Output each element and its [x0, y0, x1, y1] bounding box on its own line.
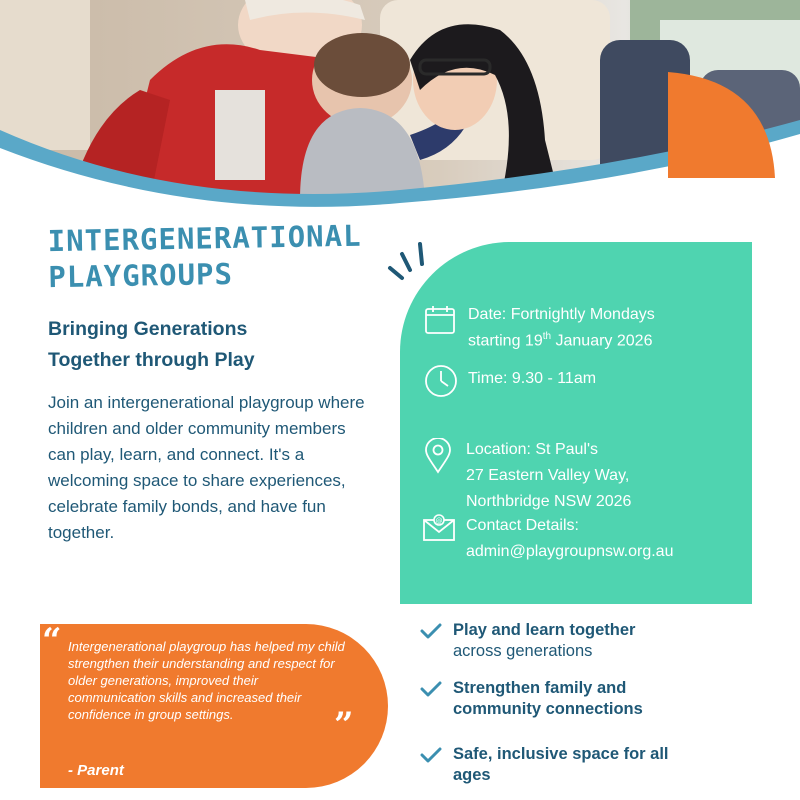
date-start-suffix-sup: th [542, 331, 552, 342]
location-line-2: 27 Eastern Valley Way, [466, 467, 630, 484]
event-info-card [400, 242, 752, 604]
benefit-text [453, 744, 693, 786]
quote-close-icon: ” [334, 705, 354, 745]
calendar-icon [424, 304, 456, 336]
check-icon [420, 747, 442, 763]
intro-paragraph: Join an intergenerational playgroup where children and older community members can play, learn, and connect. It's a welcoming space to share experiences, celebrate family bonds, and have fun together. [48, 393, 365, 542]
benefit-text [453, 620, 733, 662]
subtitle-line-1: Bringing Generations [48, 318, 248, 340]
date-start-month: January 2026 [551, 332, 653, 350]
subtitle [48, 314, 368, 376]
date-line-1: Date: Fortnightly Mondays [468, 306, 655, 323]
check-icon [420, 623, 442, 639]
page-title [47, 217, 408, 295]
check-icon [420, 681, 442, 697]
benefit-title: Safe, inclusive space for all ages [453, 745, 669, 784]
date-line-2 [468, 326, 655, 352]
testimonial-text: Intergenerational playgroup has helped my child strengthen their understanding and respect for older generations, improved their communication skills and increased their confidence in group settings. [68, 639, 345, 722]
date-text [468, 304, 655, 352]
subtitle-line-2: Together through Play [48, 349, 255, 371]
contact-text [466, 513, 673, 565]
date-start-prefix: starting 19 [468, 332, 543, 350]
hero-photo [0, 0, 800, 210]
contact-label: Contact Details: [466, 517, 579, 534]
testimonial-card [40, 621, 388, 788]
location-pin-icon [424, 438, 452, 474]
benefit-subtitle: across generations [453, 642, 593, 660]
contact-email[interactable]: admin@playgroupnsw.org.au [466, 543, 674, 560]
location-text [466, 437, 631, 515]
envelope-icon [422, 514, 456, 542]
location-line-3: Northbridge NSW 2026 [466, 493, 632, 510]
page-title-line-2: PLAYGROUPS [48, 256, 234, 295]
benefit-text [453, 678, 703, 720]
page-title-line-1: INTERGENERATIONAL [47, 218, 362, 259]
benefit-title: Play and learn together [453, 621, 636, 639]
svg-text:@: @ [435, 517, 443, 525]
sparkle-lines-icon [384, 238, 434, 282]
benefit-title: Strengthen family and community connections [453, 679, 643, 718]
quote-open-icon: “ [42, 621, 62, 661]
clock-icon [424, 364, 458, 398]
location-line-1: Location: St Paul's [466, 441, 599, 458]
testimonial-author: - Parent [68, 762, 124, 779]
time-text: Time: 9.30 - 11am [468, 370, 597, 387]
hero-photo-illustration [0, 0, 800, 210]
